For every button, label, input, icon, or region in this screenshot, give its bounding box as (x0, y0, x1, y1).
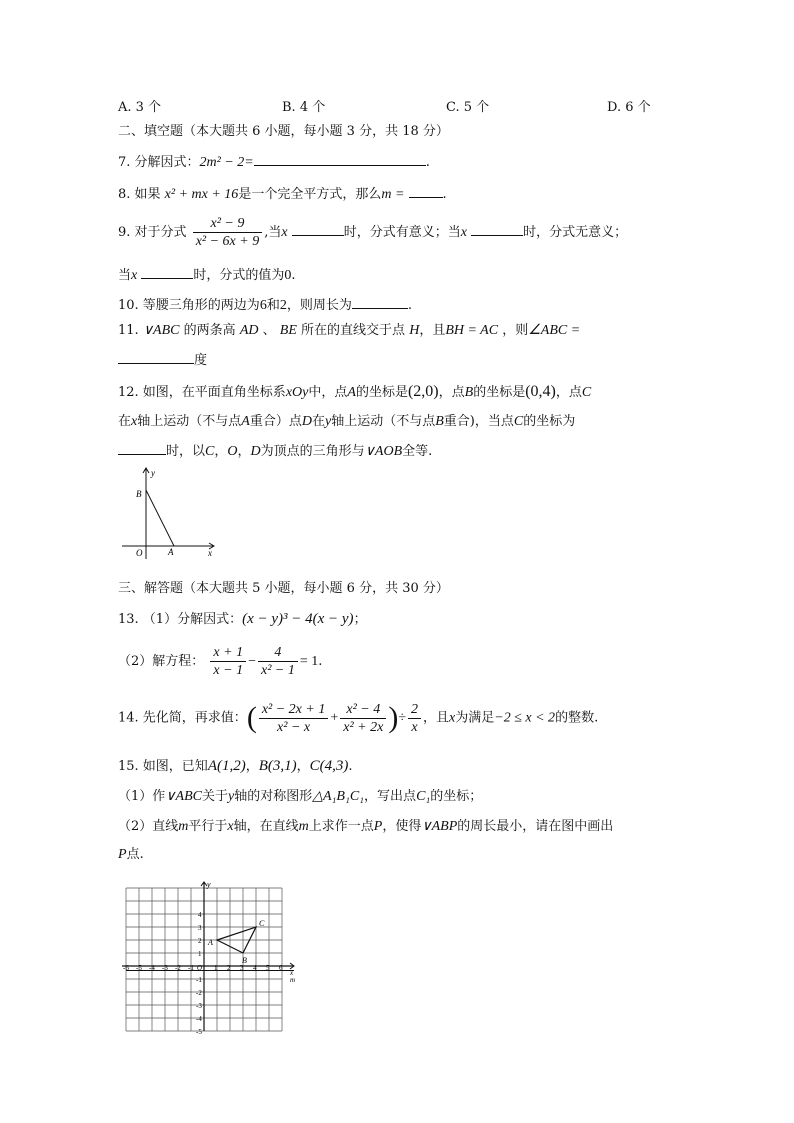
q15-sep-1: ， (245, 759, 259, 774)
q14-text-c: 为满足 (455, 710, 495, 726)
q12-l2-t10: 重合)，当点 (443, 414, 514, 429)
q11-be: BE (279, 323, 297, 338)
q12-l2-t6: 在 (311, 414, 325, 429)
question-13-part1 (118, 610, 367, 629)
q15-grid-figure (118, 876, 298, 1036)
q9-blank-2[interactable] (471, 222, 523, 236)
q12-l3-c: C (205, 444, 215, 459)
q14-text-a: 14. 先化简，再求值： (118, 710, 247, 726)
q10-and: 和 (266, 298, 280, 313)
question-9 (118, 213, 627, 253)
q15-p2-t8: ，使得 (382, 819, 422, 834)
x-tick-label: 5 (266, 964, 270, 972)
section-heading-fill-in: 二、填空题（本大题共 6 小题，每小题 3 分，共 18 分） (118, 124, 449, 139)
q15-period: . (348, 759, 353, 774)
q7-number: 7. 分解因式： (118, 155, 200, 170)
q12-point-a: (2,0) (407, 383, 439, 400)
y-tick-label: -2 (196, 989, 202, 997)
q8-expression: x² + mx + 16 (164, 187, 239, 202)
y-tick-label: -3 (196, 1002, 202, 1010)
question-12-line3 (118, 441, 432, 461)
q15-p1-y: y (228, 789, 235, 804)
q9-blank-3[interactable] (141, 265, 193, 279)
q9-text-b: 时，分式有意义；当 (343, 225, 461, 240)
q12-l1-c: C (581, 385, 592, 400)
q13-p1-text: 13. （1）分解因式： (118, 612, 243, 627)
q9-x1: x (281, 225, 288, 240)
question-11-line2 (118, 350, 207, 370)
q12-l1-t0: 12. 如图，在平面直角坐标系 (118, 385, 286, 400)
x-tick-label: 1 (214, 964, 218, 972)
y-tick-label: 2 (198, 937, 202, 945)
q12-l3-d: D (250, 444, 261, 459)
q13-p1-semicolon: ； (353, 612, 367, 627)
question-12-line2 (118, 413, 575, 431)
q15-point-b: B(3,1) (258, 758, 297, 774)
q8-m-eq: m = (381, 187, 405, 202)
question-15-part1 (118, 788, 482, 806)
q12-segment-ab (146, 490, 174, 546)
y-tick-label: -4 (196, 1015, 202, 1023)
q11-triangle: ∨ABC (142, 323, 180, 338)
q12-l3-t6: 为顶点的三角形与 (260, 444, 365, 459)
q12-l3-tri: ∨AOB (364, 444, 403, 459)
q9-fraction (193, 215, 263, 250)
q15-point-a: A(1,2) (207, 758, 246, 774)
q12-l1-t6: ，点 (438, 385, 465, 400)
q7-answer-blank[interactable] (254, 152, 426, 166)
q12-l2-t4: 重合）点 (249, 414, 302, 429)
q14-fraction-1 (259, 701, 329, 736)
q12-l3-t8: 全等. (402, 444, 433, 459)
question-15-line1 (118, 757, 353, 776)
x-tick-label: -5 (136, 964, 142, 972)
q15-text-a: 15. 如图，已知 (118, 759, 208, 774)
q12-l1-t8: 的坐标是 (473, 385, 526, 400)
q11-eq: BH = AC (445, 323, 499, 338)
q13-f2-den: x² − 1 (261, 663, 295, 678)
q12-answer-blank[interactable] (118, 441, 166, 455)
q7-period: . (425, 155, 430, 170)
q12-l1-t2: 中，点 (308, 385, 348, 400)
q15-sep-2: ， (296, 759, 310, 774)
q13-p2-text: （2）解方程： (118, 654, 205, 669)
q14-fraction-2 (340, 701, 386, 736)
q10-period: . (407, 298, 412, 313)
q14-f1-den: x² − x (277, 719, 311, 735)
q12-label-a: A (168, 547, 174, 557)
y-tick-label: 1 (198, 950, 202, 958)
q11-text-e: ，且 (419, 323, 446, 338)
q12-l2-c: C (513, 414, 524, 429)
q15-point-c: C(4,3) (309, 758, 349, 774)
q9-period: . (291, 268, 296, 283)
q12-l3-o: O (227, 444, 238, 459)
q10-text-a: 10. 等腰三角形的两边为 (118, 298, 260, 313)
q8-text: 是一个完全平方式，那么 (238, 187, 382, 202)
x-tick-label: -3 (162, 964, 168, 972)
q12-l2-t8: 轴上运动（不与点 (331, 414, 436, 429)
q12-l1-t10: ，点 (555, 385, 582, 400)
question-15-part2-line2 (118, 846, 144, 864)
q9-number: 9. 对于分式 (118, 225, 187, 240)
choice-d: D. 6 个 (607, 100, 651, 115)
q11-text-b: 的两条高 (183, 323, 236, 338)
q15-p2-t2: 平行于 (188, 819, 228, 834)
grid-point-b: B (242, 956, 247, 965)
y-tick-label: 3 (198, 924, 202, 932)
q15-p1-t2: 关于 (201, 789, 228, 804)
q12-l3-s2: ， (237, 444, 251, 459)
q9-blank-1[interactable] (292, 222, 344, 236)
q11-h: H (409, 323, 420, 338)
q14-text-d: 的整数. (555, 710, 599, 726)
question-11 (118, 322, 580, 340)
y-tick-label: -5 (196, 1028, 202, 1036)
q12-l1-t4: 的坐标是 (355, 385, 408, 400)
x-tick-label: O (197, 964, 203, 972)
x-tick-label: 4 (253, 964, 257, 972)
x-tick-label: -6 (123, 964, 129, 972)
x-tick-label: -4 (149, 964, 155, 972)
q11-number: 11. (118, 323, 143, 338)
q9-line2-b: 时，分式的值为 (193, 268, 285, 283)
q15-p2-tri: ∨ABP (421, 819, 458, 834)
grid-label-y: y (207, 880, 211, 889)
q12-label-b: B (136, 489, 142, 499)
q12-l1-a: A (347, 385, 356, 400)
q9-zero: 0 (284, 268, 292, 283)
x-tick-label: -1 (188, 964, 194, 972)
q13-fraction-1 (210, 644, 246, 679)
q12-l2-t2: 轴上运动（不与点 (137, 414, 242, 429)
q13-minus: − (248, 654, 256, 669)
q8-number: 8. 如果 (118, 187, 165, 202)
q14-f3-num: 2 (408, 701, 421, 719)
q15-p3-t1: 点. (126, 847, 144, 862)
q8-period: . (442, 187, 447, 202)
q10-six: 6 (259, 298, 267, 313)
q11-degree: 度 (194, 353, 208, 368)
q12-l3-s1: ， (214, 444, 228, 459)
q12-l2-t0: 在 (118, 414, 132, 429)
question-13-part2 (118, 642, 322, 682)
q15-p1-t6: ，写出点 (364, 789, 417, 804)
q13-f1-num: x + 1 (210, 644, 246, 662)
q12-label-y: y (151, 468, 155, 478)
q15-p1-c1: C₁ (416, 789, 431, 804)
choice-a: A. 3 个 (118, 100, 162, 115)
choice-c: C. 5 个 (446, 100, 490, 115)
question-12-line1 (118, 383, 591, 402)
q9-line2-a: 当 (118, 268, 132, 283)
q11-sep: 、 (262, 323, 276, 338)
q11-text-d: 所在的直线交于点 (301, 323, 406, 338)
y-tick-label: -1 (196, 976, 202, 984)
x-tick-label: -2 (175, 964, 181, 972)
q14-inequality: −2 ≤ x < 2 (494, 710, 556, 726)
q9-numerator: x² − 9 (193, 215, 263, 233)
q13-fraction-2 (258, 644, 298, 679)
grid-label-x: x (290, 969, 294, 977)
q15-p2-t10: 的周长最小，请在图中画出 (457, 819, 614, 834)
question-14 (118, 696, 598, 741)
q11-angle: ∠ABC = (528, 323, 581, 338)
q14-plus: + (330, 710, 339, 726)
q11-text-f: ，则 (502, 323, 529, 338)
q10-text-b: ，则周长为 (286, 298, 352, 313)
question-15-part2 (118, 818, 613, 836)
question-10 (118, 295, 412, 315)
q15-p1-tri: ∨ABC (165, 789, 202, 804)
q13-f1-den: x − 1 (213, 663, 244, 678)
q14-text-b: ，且 (423, 710, 450, 726)
q12-l1-b: B (464, 385, 474, 400)
q15-p2-x: x (227, 819, 234, 834)
q12-l2-a: A (241, 414, 250, 429)
q14-f1-num: x² − 2x + 1 (259, 701, 329, 719)
x-tick-label: 3 (240, 964, 244, 972)
q9-x3: x (131, 268, 138, 283)
q12-point-b: (0,4) (525, 383, 556, 400)
q12-label-x: x (208, 548, 212, 558)
grid-point-a: A (208, 938, 213, 947)
q12-xoy: xOy (285, 385, 309, 400)
q7-expression: 2m² − 2= (199, 155, 254, 170)
question-7 (118, 152, 430, 172)
q9-denominator: x² − 6x + 9 (195, 234, 260, 249)
q15-p2-m: m (178, 819, 189, 834)
choice-b: B. 4 个 (282, 100, 326, 115)
q10-answer-blank[interactable] (352, 295, 408, 309)
q15-p1-tri1: △A₁B₁C₁ (312, 789, 365, 804)
q9-text-c: 时，分式无意义； (523, 225, 628, 240)
q12-l2-y: y (324, 414, 332, 429)
grid-label-m: m (290, 976, 296, 984)
q12-figure (118, 466, 218, 560)
q12-l3-t0: 时，以 (166, 444, 206, 459)
q13-f2-num: 4 (258, 644, 298, 662)
question-9-line2 (118, 265, 296, 285)
q15-p1-t4: 轴的对称图形 (234, 789, 313, 804)
q14-left-paren: ( (246, 701, 257, 734)
x-tick-label: 6 (279, 964, 283, 972)
q13-period: . (318, 654, 323, 669)
q14-divide: ÷ (398, 710, 407, 726)
question-8 (118, 184, 447, 204)
q14-x: x (449, 710, 456, 726)
grid-point-c: C (259, 919, 265, 928)
q15-p2-m2: m (298, 819, 309, 834)
q12-label-o: O (136, 548, 143, 558)
q10-two: 2 (279, 298, 287, 313)
q9-text-a: ,当 (264, 225, 282, 240)
q13-p1-expression: (x − y)³ − 4(x − y) (242, 611, 354, 627)
q14-fraction-3 (408, 701, 421, 736)
q14-f3-den: x (411, 719, 418, 735)
q13-equals-one: = 1 (299, 654, 319, 669)
q14-f2-num: x² − 4 (340, 701, 386, 719)
q12-l2-d: D (301, 414, 312, 429)
q11-answer-blank[interactable] (118, 350, 194, 364)
q15-p2-t0: （2）直线 (118, 819, 179, 834)
q15-p2-t6: 上求作一点 (308, 819, 374, 834)
q15-p1-t0: （1）作 (118, 789, 166, 804)
y-tick-label: 4 (198, 911, 202, 919)
q15-p1-t8: 的坐标； (430, 789, 483, 804)
q8-answer-blank[interactable] (409, 184, 443, 198)
x-tick-label: 2 (227, 964, 231, 972)
section-heading-solve: 三、解答题（本大题共 5 小题，每小题 6 分，共 30 分） (118, 581, 449, 596)
q14-right-paren: ) (388, 701, 399, 734)
q15-p3-p: P (118, 847, 127, 862)
q15-p2-p: P (373, 819, 383, 834)
q9-x2: x (460, 225, 467, 240)
q12-l2-x: x (131, 414, 138, 429)
q12-l2-b: B (435, 414, 444, 429)
q15-p2-t4: 轴，在直线 (233, 819, 299, 834)
q11-ad: AD (239, 323, 259, 338)
q14-f2-den: x² + 2x (343, 719, 384, 735)
q12-l2-t12: 的坐标为 (523, 414, 576, 429)
